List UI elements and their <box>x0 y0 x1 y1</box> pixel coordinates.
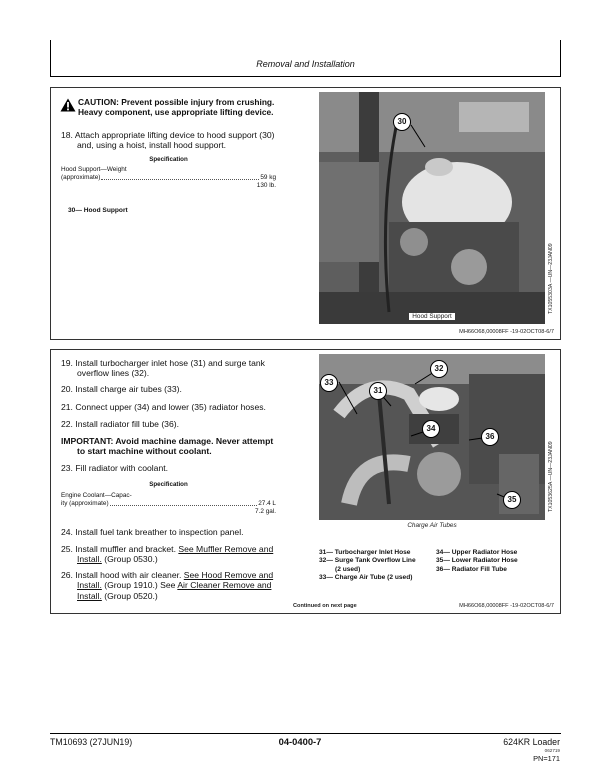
ref-code-1: MH66O68,00008FF -19-02OCT08-6/7 <box>459 329 554 335</box>
step-18-line-2: and, using a hoist, install hood support. <box>77 140 227 151</box>
legend-32-qty: (2 used) <box>335 565 361 573</box>
callout-30: 30 <box>393 113 411 131</box>
link-air-cleaner-install[interactable]: Install. <box>77 590 102 601</box>
step-20: 20. Install charge air tubes (33). <box>61 384 182 394</box>
section-title: Removal and Installation <box>256 59 355 69</box>
callout-32: 32 <box>430 360 448 378</box>
step-24: 24. Install fuel tank breather to inspection panel. <box>61 527 244 537</box>
photo-code-2: TX1053625A —UN—23JAN09 <box>548 441 554 512</box>
step-21: 21. Connect upper (34) and lower (35) radiator hoses. <box>61 402 266 412</box>
footer-rule <box>50 733 561 734</box>
step-23: 23. Fill radiator with coolant. <box>61 463 168 473</box>
ref-code-2: MH66O68,00008FF -19-02OCT08-6/7 <box>459 603 554 609</box>
link-muffler-remove[interactable]: See Muffler Remove and <box>178 544 274 554</box>
spec-table <box>61 166 276 190</box>
photo-code-1: TX1055303A —UN—23JAN09 <box>548 243 554 314</box>
charge-air-tubes-photo <box>319 354 545 520</box>
caution-line-2: Heavy component, use appropriate lifting device. <box>78 107 274 118</box>
spec-heading-2: Specification <box>149 481 188 488</box>
step-22: 22. Install radiator fill tube (36). <box>61 419 179 429</box>
hood-support-photo <box>319 92 545 324</box>
pn-number: PN=171 <box>533 754 560 763</box>
footer-small-code: 062719 <box>544 748 560 753</box>
legend-31: 31— Turbocharger Inlet Hose <box>319 549 411 556</box>
spec-table-2 <box>61 492 276 516</box>
legend-36: 36— Radiator Fill Tube <box>436 565 507 573</box>
link-muffler-install[interactable]: Install. <box>77 554 102 565</box>
link-hood-remove[interactable]: See Hood Remove and <box>183 570 274 580</box>
spec-row: (approximate) 59 kg <box>61 174 276 181</box>
link-air-cleaner-remove[interactable]: Air Cleaner Remove and <box>177 580 272 591</box>
legend-34: 34— Upper Radiator Hose <box>436 549 518 556</box>
manual-id: TM10693 (27JUN19) <box>50 737 133 747</box>
header-right-rule <box>560 40 561 76</box>
important-line-1: IMPORTANT: Avoid machine damage. Never attempt <box>61 436 274 446</box>
legend-col-1 <box>319 549 444 583</box>
photo-caption-1: Hood Support <box>319 313 545 320</box>
callout-36: 36 <box>481 428 499 446</box>
header-bottom-rule <box>50 76 561 77</box>
legend-32: 32— Surge Tank Overflow Line <box>319 557 416 565</box>
spec-value-kg: 59 kg <box>260 174 276 181</box>
step-19 <box>61 358 321 379</box>
callout-35: 35 <box>503 491 521 509</box>
legend-33: 33— Charge Air Tube (2 used) <box>319 574 413 582</box>
page-number: 04-0400-7 <box>278 736 322 747</box>
legend-30: 30— Hood Support <box>68 207 128 214</box>
panel-step-18 <box>50 87 561 340</box>
step-18-line-1: 18. Attach appropriate lifting device to hood support (30) <box>61 130 275 140</box>
legend-col-2 <box>436 549 556 574</box>
legend-35: 35— Lower Radiator Hose <box>436 557 518 565</box>
step-18 <box>61 130 311 151</box>
spec-value-liters: 27.4 L <box>258 500 276 507</box>
step-19-line-1: 19. Install turbocharger inlet hose (31) and surge tank <box>61 358 265 368</box>
callout-33: 33 <box>320 374 338 392</box>
caution-triangle-icon <box>60 98 76 112</box>
callout-34: 34 <box>422 420 440 438</box>
important-line-2: to start machine without coolant. <box>77 446 212 457</box>
photo-caption-2: Charge Air Tubes <box>407 522 457 529</box>
spec-row-2: ity (approximate) 27.4 L <box>61 500 276 507</box>
spec-heading: Specification <box>149 156 188 163</box>
link-hood-install[interactable]: Install. <box>77 580 102 591</box>
step-19-line-2: overflow lines (32). <box>77 368 150 379</box>
callout-31: 31 <box>369 382 387 400</box>
caution-line-1: CAUTION: Prevent possible injury from crushing. <box>78 97 275 107</box>
spec-item-label: Hood Support—Weight <box>61 166 127 173</box>
continued-note: Continued on next page <box>293 603 357 609</box>
header-left-rule <box>50 40 51 76</box>
important-note <box>61 436 321 457</box>
callout-30-leader <box>319 92 545 324</box>
step-26: 26. Install hood with air cleaner. See Hood Remove and Install. (Group 1910.) See Air Cleaner Remove and Install. (Group 0520.) <box>61 570 274 601</box>
step-25: 25. Install muffler and bracket. See Muffler Remove and Install. (Group 0530.) <box>61 544 274 565</box>
spec-item-label-2: Engine Coolant—Capac- <box>61 492 132 499</box>
spec-value-gallons: 7.2 gal. <box>255 508 276 515</box>
panel-steps-19-26 <box>50 349 561 614</box>
caution-text <box>78 97 318 118</box>
model-name: 624KR Loader <box>503 737 560 747</box>
spec-value-lb: 130 lb. <box>256 182 276 189</box>
